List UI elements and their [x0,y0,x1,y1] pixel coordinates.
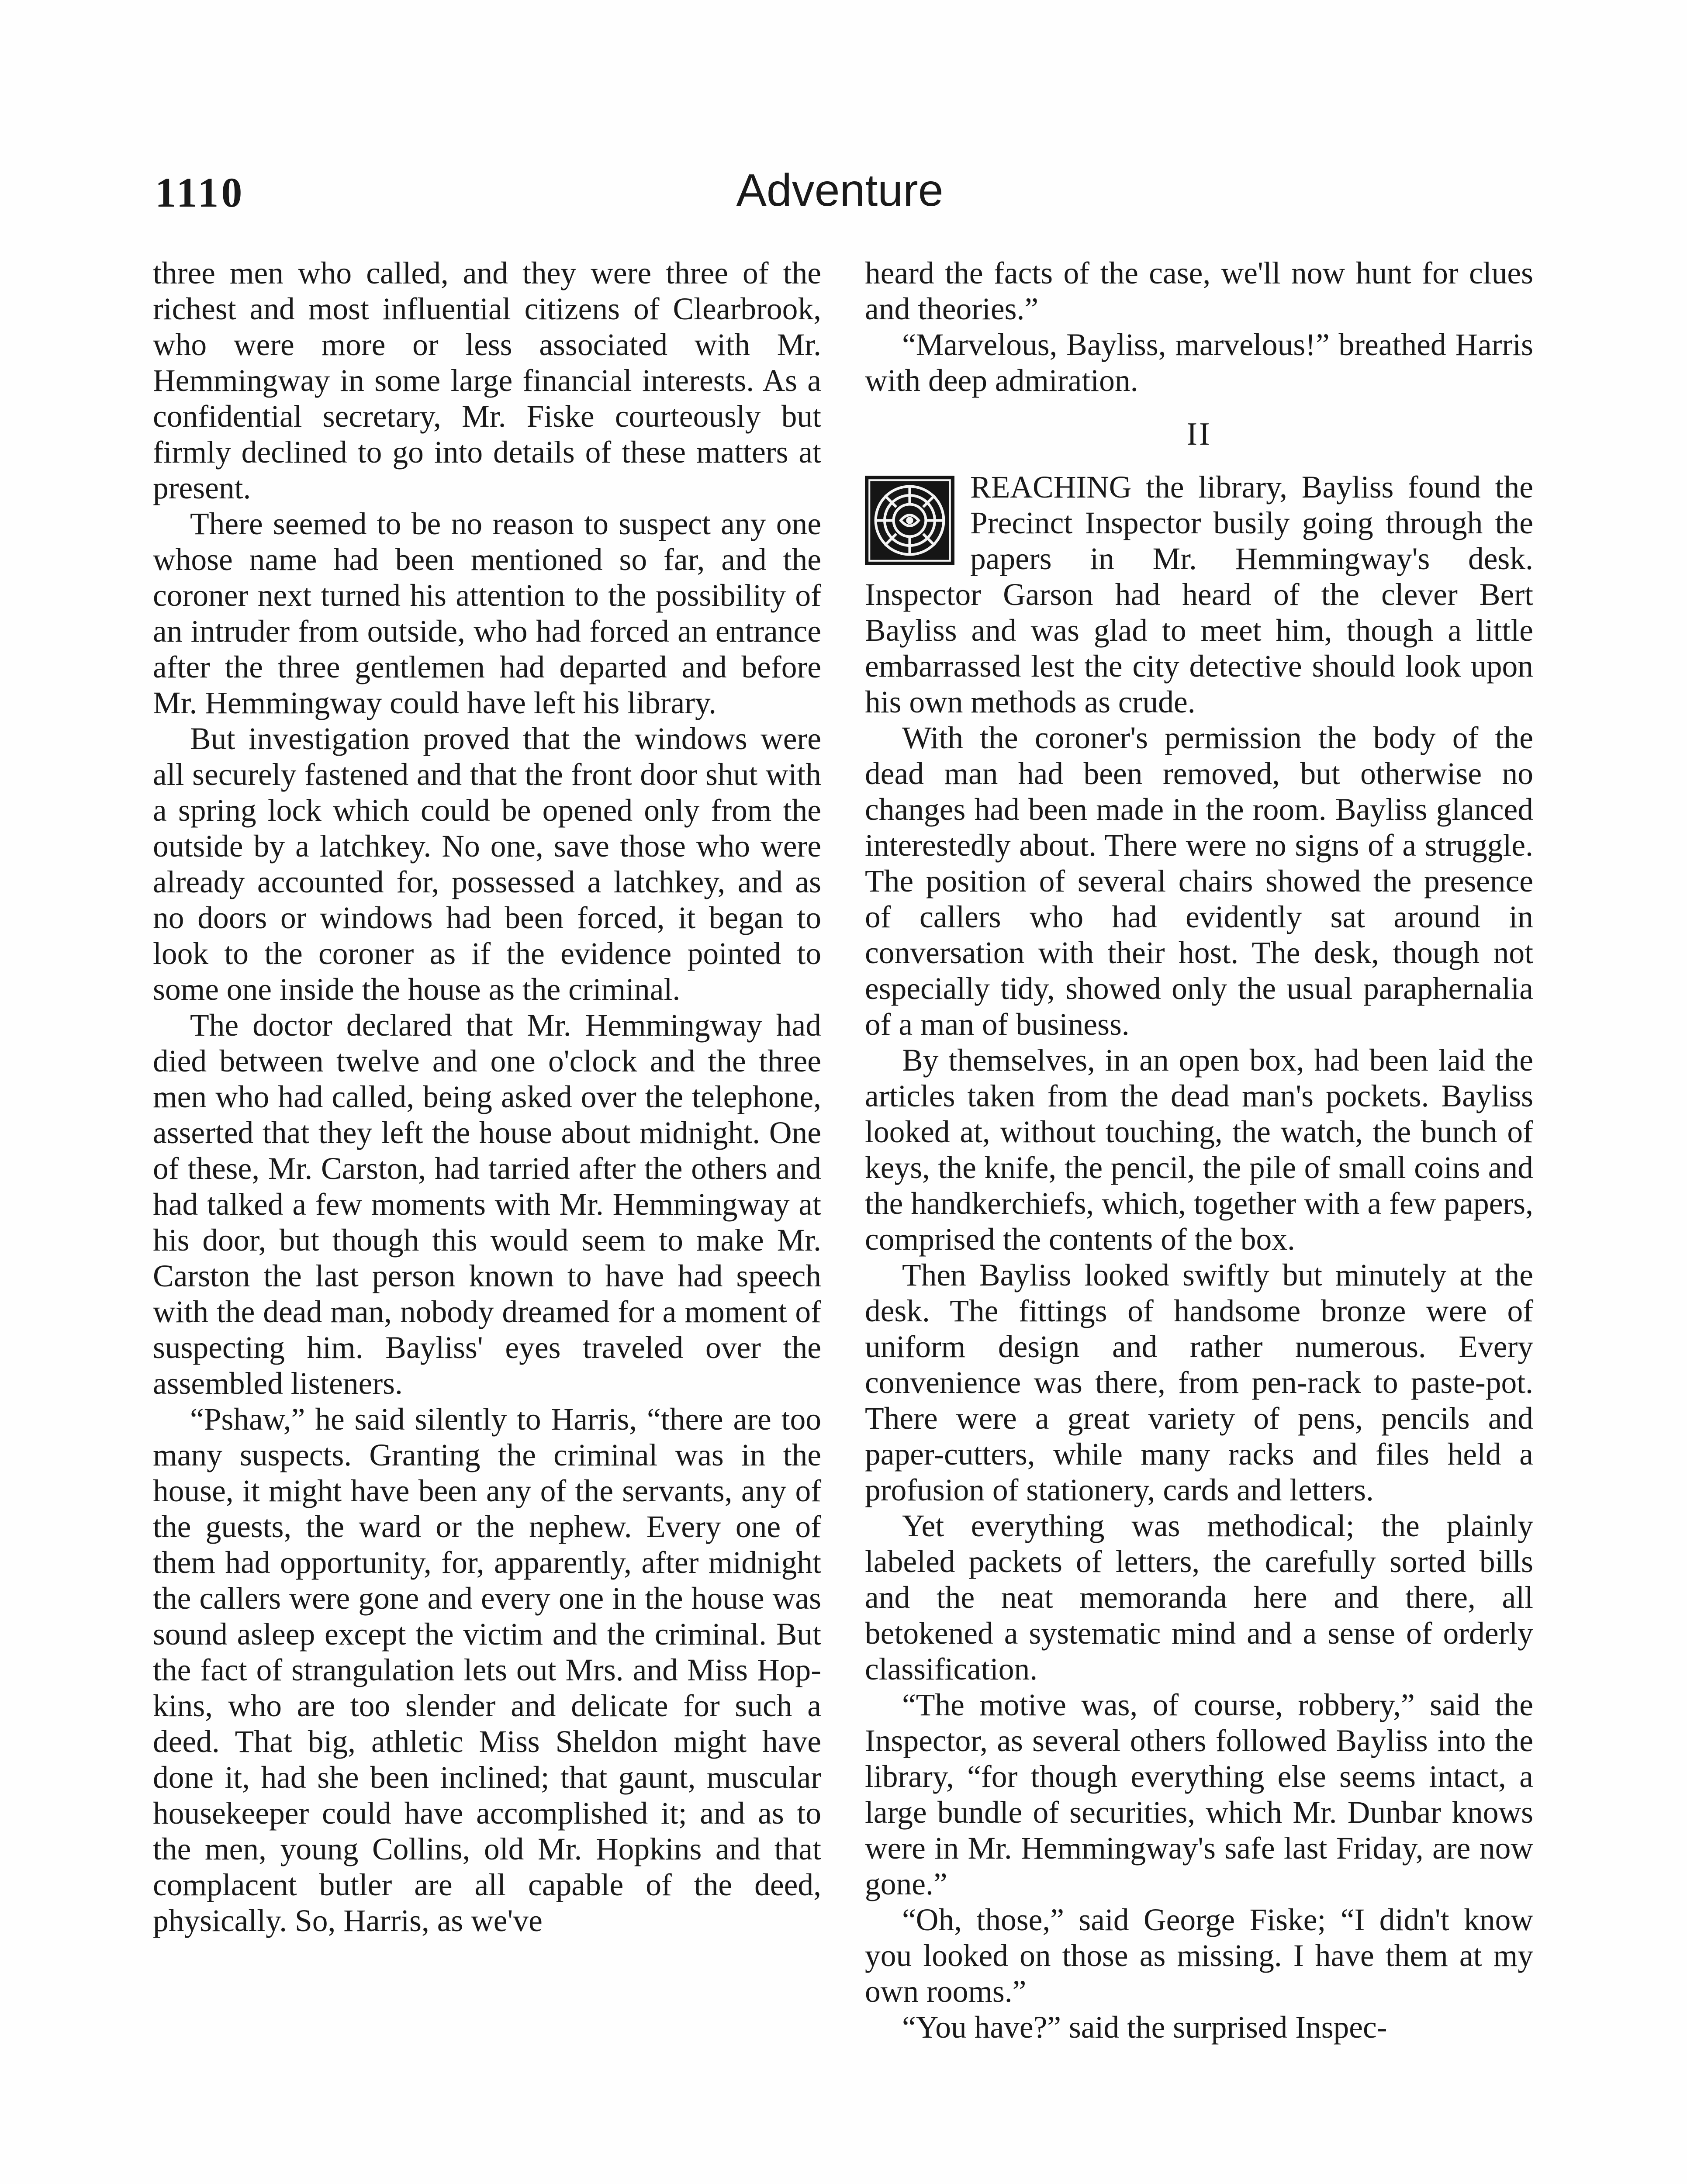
paragraph: heard the facts of the case, we'll now hunt for clues and theories.” [865,256,1533,326]
right-column [865,256,1533,2184]
paragraph: The doctor declared that Mr. Hemmingway had died between twelve and one o'clock and the three men who had called, being asked over the telephone, asserted that they left the house about midnight. One of these, Mr. Carston, had tarried after the others and had talked a few moments with Mr. Hemmingway at his door, but though this would seem to make Mr. Carston the last person known to have had speech with the dead man, nobody dreamed for a moment of suspecting him. Bayliss' eyes traveled over the assembled listeners. [153,1008,821,1401]
paragraph: “Oh, those,” said George Fiske; “I didn't know you looked on those as missing. I have them at my own rooms.” [865,1903,1533,2009]
dropcap-paragraph [865,470,1533,720]
paragraph: “Pshaw,” he said silently to Harris, “there are too many suspects. Granting the criminal was in the house, it might have been any of the servants, any of the guests, the ward or the nephew. Every one of them had opportunity, for, apparently, after midnight the callers were gone and every one in the house was sound asleep except the victim and the criminal. But the fact of strangulation lets out Mrs. and Miss Hopkins, who are too slender and delicate for such a deed. That big, athletic Miss Sheldon might have done it, had she been inclined; that gaunt, muscular housekeeper could have accomplished it; and as to the men, young Collins, old Mr. Hopkins and that complacent butler are all capable of the deed, physically. So, Harris, as we've [153,1402,821,1938]
section-heading: II [1186,416,1212,452]
paragraph: “The motive was, of course, robbery,” said the Inspector, as several others followed Bayliss into the library, “for though everything else seems intact, a large bundle of securities, which Mr. Dunbar knows were in Mr. Hemmingway's safe last Friday, are now gone.” [865,1688,1533,1901]
ornamental-dropcap-icon [865,476,954,565]
paragraph: By themselves, in an open box, had been laid the articles taken from the dead man's pockets. Bayliss looked at, without touching, the watch, the bunch of keys, the knife, the pencil, the pile of small coins and the handkerchiefs, which, together with a few papers, comprised the contents of the box. [865,1043,1533,1257]
paragraph: Yet everything was methodical; the plainly labeled packets of letters, the carefully sorted bills and the neat memoranda here and there, all betokened a systematic mind and a sense of orderly classification. [865,1509,1533,1686]
running-title: Adventure [736,165,944,216]
paragraph: With the coroner's permission the body of the dead man had been removed, but otherwise no changes had been made in the room. Bayliss glanced interestedly about. There were no signs of a struggle. The position of several chairs showed the presence of callers who had evidently sat around in conversation with their host. The desk, though not especially tidy, showed only the usual paraphernalia of a man of business. [865,721,1533,1042]
paragraph: “You have?” said the surprised Inspec- [902,2010,1387,2045]
paragraph: There seemed to be no reason to suspect any one whose name had been mentioned so far, and the coroner next turned his attention to the possibility of an intruder from outside, who had forced an entrance after the three gentlemen had departed and before Mr. Hemmingway could have left his library. [153,507,821,720]
left-column [153,256,821,2184]
page-number: 1110 [155,169,245,216]
paragraph: “Marvelous, Bayliss, marvelous!” breathed Harris with deep admiration. [865,328,1533,398]
paragraph: three men who called, and they were three of the richest and most influential citizens of Clearbrook, who were more or less associated with Mr. Hemmingway in some large financial interests. As a confidential secretary, Mr. Fiske courteously but firmly declined to go into details of these matters at present. [153,256,821,505]
dropcap-paragraph-text: REACHING the library, Bayliss found the Precinct Inspector busily going through the papers in Mr. Hemmingway's desk. Inspector Garson had heard of the clever Bert Bayliss and was glad to meet him, though a little embarrassed lest the city detective should look upon his own methods as crude. [865,470,1533,719]
paragraph: But investigation proved that the windows were all securely fastened and that the front door shut with a spring lock which could be opened only from the outside by a latchkey. No one, save those who were already accounted for, possessed a latchkey, and as no doors or windows had been forced, it began to look to the coroner as if the evidence pointed to some one inside the house as the criminal. [153,722,821,1007]
page-header [155,165,1525,225]
paragraph: Then Bayliss looked swiftly but minutely at the desk. The fittings of handsome bronze were of uniform design and rather numerous. Every convenience was there, from pen-rack to paste-pot. There were a great variety of pens, pencils and paper-cutters, while many racks and files held a profusion of stationery, cards and letters. [865,1258,1533,1507]
